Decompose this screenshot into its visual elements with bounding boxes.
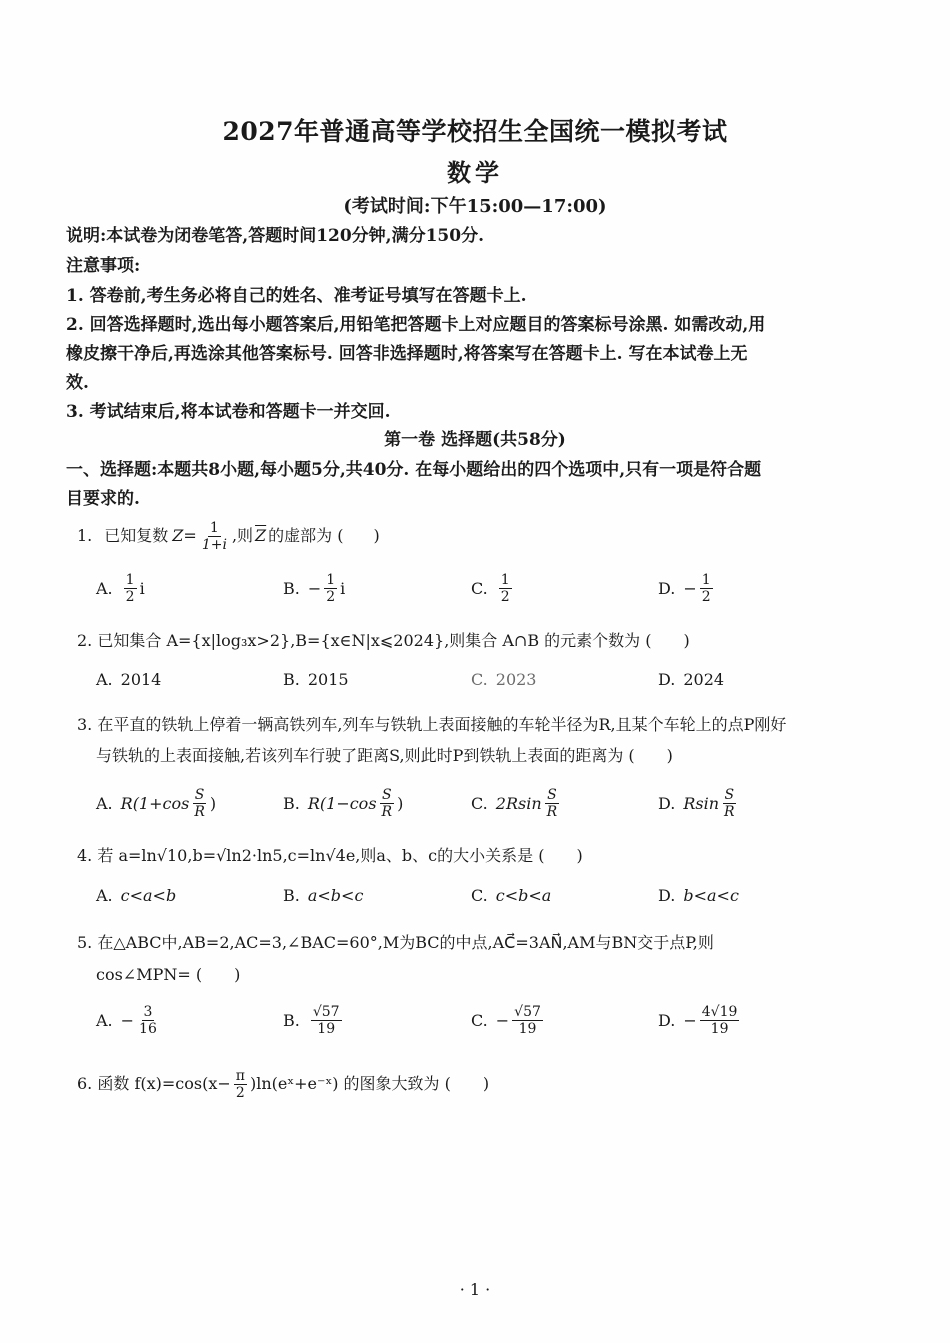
option-label: A. — [96, 578, 113, 598]
option-label: A. — [96, 793, 113, 813]
fraction-numerator: 3 — [143, 1003, 153, 1020]
fraction — [722, 787, 737, 820]
option-label: D. — [658, 578, 676, 598]
fraction-numerator: 1 — [326, 571, 336, 588]
option-label: D. — [658, 885, 676, 905]
option-label: B. — [283, 669, 300, 689]
fraction — [700, 572, 713, 605]
question-3-options — [96, 780, 856, 826]
option-label: D. — [658, 1010, 676, 1030]
section-title: 第一卷 选择题(共58分) — [384, 430, 566, 450]
option-c — [471, 656, 536, 702]
option-b — [283, 997, 345, 1043]
fraction-numerator: S — [547, 786, 557, 803]
question-text: )ln(eˣ+e⁻ˣ) 的图象大致为 ( ) — [249, 1074, 490, 1093]
exam-description: 说明:本试卷为闭卷笔答,答题时间120分钟,满分150分. — [66, 226, 485, 246]
question-number: 1. — [77, 526, 93, 545]
question-2-options — [96, 656, 856, 702]
option-d — [658, 780, 740, 826]
option-d — [658, 656, 724, 702]
option-label: C. — [471, 1010, 488, 1030]
fraction — [137, 1004, 159, 1037]
option-label: B. — [283, 578, 300, 598]
fraction-numerator: 1 — [125, 571, 135, 588]
note-item-2-line-2: 橡皮擦干净后,再选涂其他答案标号. 回答非选择题时,将答案写在答题卡上. 写在本试卷上无 — [66, 344, 748, 364]
option-unit: i — [340, 578, 346, 598]
option-sign: − — [307, 578, 322, 598]
option-text: b<a<c — [683, 885, 739, 905]
fraction — [192, 787, 207, 820]
option-label: D. — [658, 793, 676, 813]
fraction — [499, 572, 512, 605]
fraction-numerator: 1 — [500, 571, 510, 588]
fraction — [700, 1004, 740, 1037]
fraction-denominator: 19 — [710, 1020, 729, 1037]
option-label: C. — [471, 578, 488, 598]
fraction-denominator: 16 — [139, 1020, 157, 1037]
fraction — [234, 1068, 247, 1101]
question-5-line-1: 5. 在△ABC中,AB=2,AC=3,∠BAC=60°,M为BC的中点,AC⃗=3AN⃗,AM与BN交于点P,则 — [77, 933, 714, 952]
fraction-denominator: 2 — [701, 588, 711, 605]
option-text: 2015 — [307, 669, 349, 689]
fraction-denominator: 19 — [518, 1020, 537, 1037]
option-c — [471, 872, 551, 918]
question-4-options — [96, 872, 856, 918]
option-expression: R(1−cos — [307, 793, 377, 813]
subject-title: 数学 — [447, 158, 503, 187]
option-label: D. — [658, 669, 676, 689]
fraction — [512, 1004, 543, 1037]
question-5-options — [96, 997, 856, 1043]
question-1 — [77, 516, 897, 556]
fraction-denominator: R — [724, 803, 735, 820]
option-b — [283, 565, 345, 611]
option-label: B. — [283, 793, 300, 813]
option-b — [283, 780, 403, 826]
option-unit: i — [139, 578, 145, 598]
equals-sign: = — [183, 526, 197, 545]
fraction-numerator: 1 — [701, 571, 711, 588]
fraction-numerator: 4√19 — [701, 1003, 738, 1020]
option-a — [96, 872, 176, 918]
question-3-line-1: 3. 在平直的铁轨上停着一辆高铁列车,列车与铁轨上表面接触的车轮半径为R,且某个车轮上的点P刚好 — [77, 715, 787, 734]
question-5-line-2: cos∠MPN= ( ) — [96, 965, 241, 984]
option-sign: − — [120, 1010, 135, 1030]
question-text: 6. 函数 f(x)=cos(x− — [77, 1074, 231, 1093]
question-text: ,则 — [231, 526, 254, 545]
question-2: 2. 已知集合 A={x|log₃x>2},B={x∈N|x⩽2024},则集合 A∩B 的元素个数为 ( ) — [77, 631, 690, 650]
fraction-denominator: 2 — [326, 588, 336, 605]
question-text: 的虚部为 ( — [268, 526, 344, 545]
option-label: C. — [471, 793, 488, 813]
option-label: B. — [283, 885, 300, 905]
question-text: 已知复数 — [104, 526, 169, 545]
exam-time: (考试时间:下午15:00—17:00) — [343, 196, 607, 217]
option-a — [96, 780, 216, 826]
option-c — [471, 565, 515, 611]
question-3-line-2: 与铁轨的上表面接触,若该列车行驶了距离S,则此时P到铁轨上表面的距离为 ( ) — [96, 746, 673, 765]
fraction-numerator: √57 — [312, 1003, 340, 1020]
option-b — [283, 656, 349, 702]
option-text: c<b<a — [495, 885, 552, 905]
option-a — [96, 565, 145, 611]
fraction-denominator: 2 — [125, 588, 135, 605]
note-item-3: 3. 考试结束后,将本试卷和答题卡一并交回. — [66, 402, 391, 422]
fraction — [311, 1004, 342, 1037]
exam-title: 2027年普通高等学校招生全国统一模拟考试 — [222, 117, 728, 146]
question-1-options — [96, 565, 856, 611]
fraction-numerator: √57 — [514, 1003, 541, 1020]
option-expression: ) — [397, 793, 404, 813]
fraction-denominator: R — [546, 803, 558, 820]
option-label: A. — [96, 669, 113, 689]
note-item-2-line-1: 2. 回答选择题时,选出每小题答案后,用铅笔把答题卡上对应题目的答案标号涂黑. 如需改动,用 — [66, 315, 766, 335]
fraction-denominator: 2 — [500, 588, 510, 605]
variable-z-conjugate: $\overline{Z}$ — [255, 526, 267, 545]
question-text: ) — [373, 526, 380, 545]
fraction-denominator: 2 — [235, 1084, 245, 1101]
fraction — [124, 572, 137, 605]
fraction-numerator: S — [724, 786, 735, 803]
note-item-1: 1. 答卷前,考生务必将自己的姓名、准考证号填写在答题卡上. — [66, 286, 527, 306]
section-intro-line-1: 一、选择题:本题共8小题,每小题5分,共40分. 在每小题给出的四个选项中,只有一项是符合题 — [66, 460, 762, 480]
option-d — [658, 565, 716, 611]
option-sign: − — [683, 578, 697, 598]
fraction-denominator: R — [194, 803, 205, 820]
fraction — [380, 787, 395, 820]
option-text: 2023 — [495, 669, 537, 689]
fraction-denominator: 19 — [317, 1020, 336, 1037]
option-a — [96, 997, 162, 1043]
fraction-numerator: S — [194, 786, 205, 803]
option-sign: − — [495, 1010, 510, 1030]
option-expression: ) — [209, 793, 217, 813]
fraction-denominator: 1+i — [201, 536, 227, 553]
option-text: 2014 — [120, 669, 162, 689]
option-d — [658, 997, 742, 1043]
notes-heading: 注意事项: — [66, 256, 141, 276]
option-d — [658, 872, 739, 918]
fraction — [545, 787, 560, 820]
option-label: B. — [283, 1010, 300, 1030]
fraction-numerator: π — [235, 1067, 245, 1084]
option-c — [471, 997, 546, 1043]
question-4: 4. 若 a=ln√10,b=√ln2·ln5,c=ln√4e,则a、b、c的大小关系是 ( ) — [77, 846, 583, 865]
option-expression: R(1+cos — [120, 793, 190, 813]
fraction-numerator: 1 — [209, 519, 219, 536]
note-item-2-line-3: 效. — [66, 373, 89, 393]
fraction — [200, 520, 229, 553]
variable-z: Z — [172, 526, 184, 545]
option-sign: − — [683, 1010, 697, 1030]
option-text: a<b<c — [307, 885, 364, 905]
fraction-numerator: S — [382, 786, 392, 803]
option-c — [471, 780, 562, 826]
option-text: c<a<b — [120, 885, 177, 905]
option-expression: 2Rsin — [495, 793, 542, 813]
page-number: · 1 · — [459, 1280, 491, 1299]
option-b — [283, 872, 363, 918]
option-label: C. — [471, 669, 488, 689]
option-label: A. — [96, 1010, 113, 1030]
option-a — [96, 656, 161, 702]
question-6 — [77, 1062, 897, 1106]
fraction-denominator: R — [381, 803, 393, 820]
section-intro-line-2: 目要求的. — [66, 489, 140, 509]
option-text: 2024 — [683, 669, 725, 689]
option-label: A. — [96, 885, 113, 905]
option-label: C. — [471, 885, 488, 905]
fraction — [324, 572, 337, 605]
option-expression: Rsin — [683, 793, 720, 813]
